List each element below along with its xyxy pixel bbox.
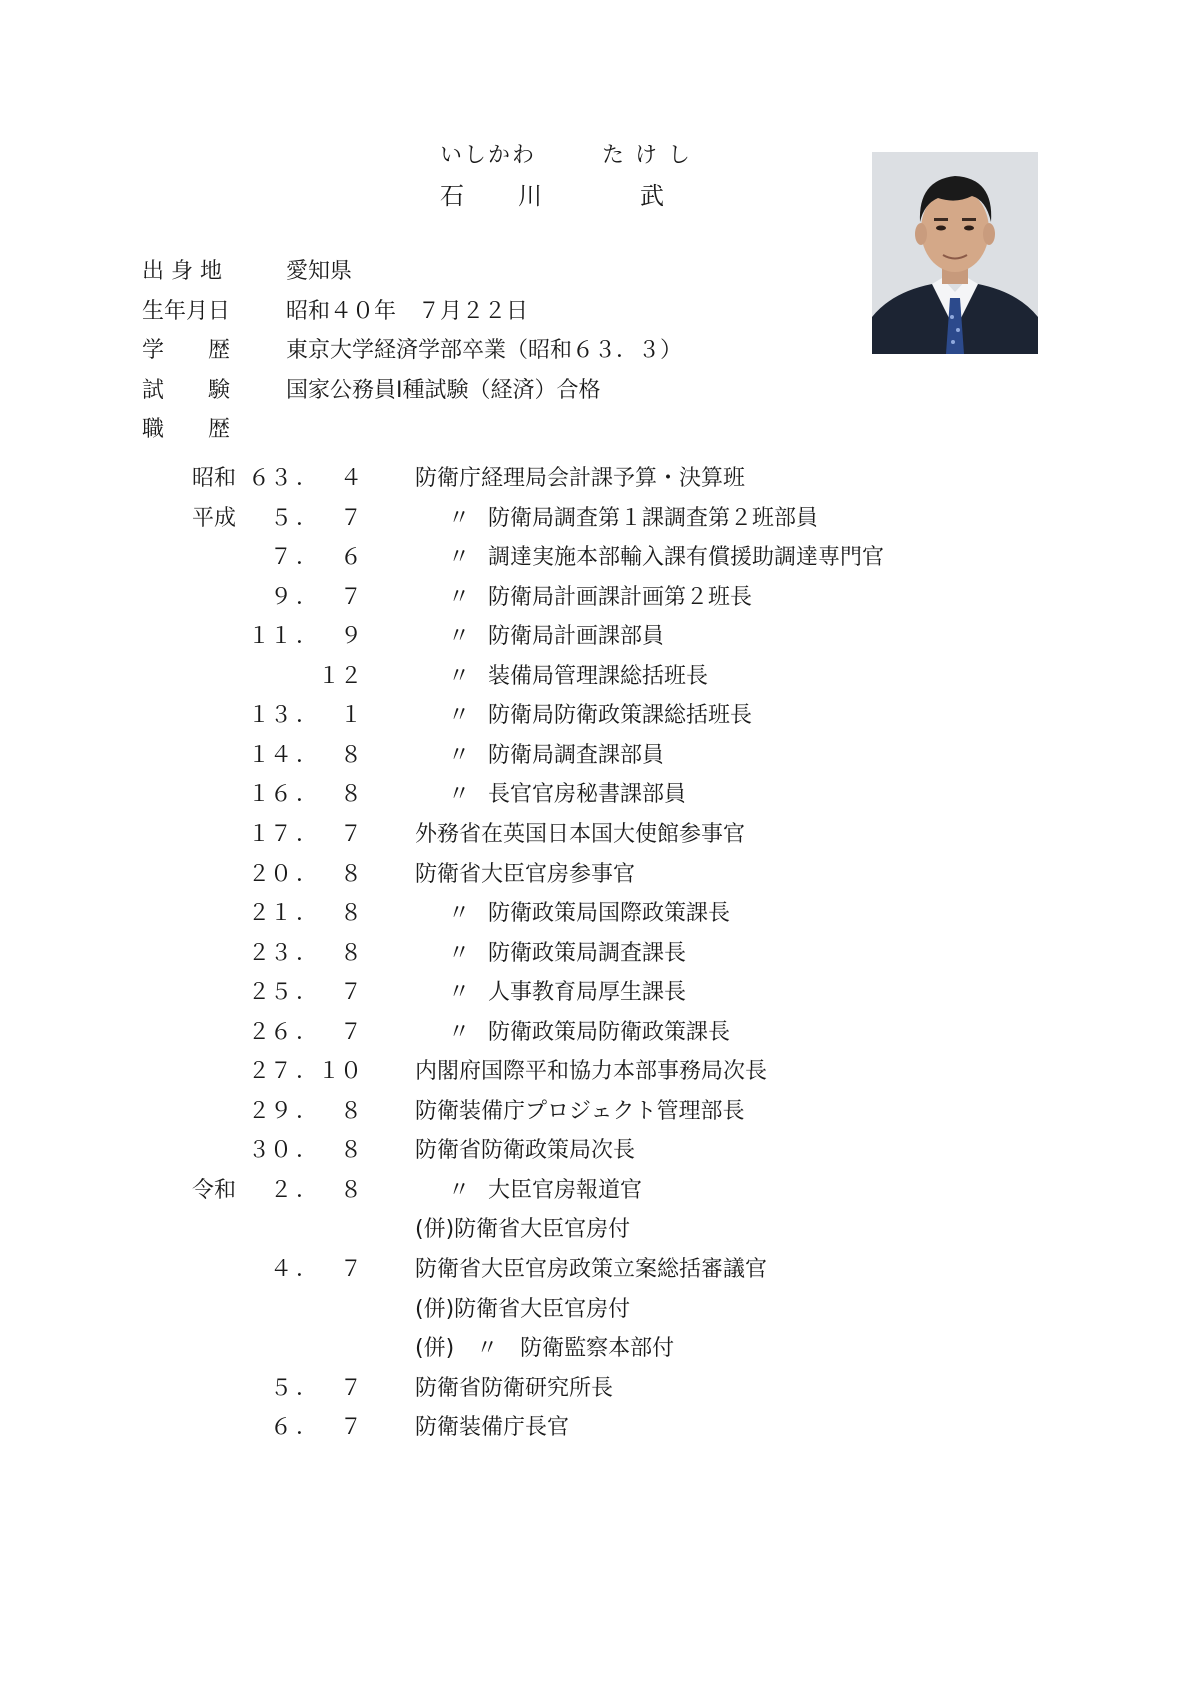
career-ditto-mark: 〃 xyxy=(448,664,471,689)
career-separator: ． xyxy=(296,585,319,610)
career-month: ７ xyxy=(339,1376,362,1401)
career-post: 防衛省防衛研究所長 xyxy=(415,1376,614,1401)
career-separator: ． xyxy=(296,743,319,768)
career-separator: ． xyxy=(296,1257,319,1282)
career-separator: ． xyxy=(296,466,319,491)
career-era: 昭和 xyxy=(192,466,237,491)
career-month: ７ xyxy=(339,822,362,847)
career-post: 防衛政策局調査課長 xyxy=(488,941,687,966)
career-post: (併)防衛省大臣官房付 xyxy=(415,1217,631,1242)
career-month: ７ xyxy=(339,1415,362,1440)
career-post: 防衛政策局防衛政策課長 xyxy=(488,1020,731,1045)
career-ditto-mark: 〃 xyxy=(448,743,471,768)
career-year: １３ xyxy=(247,703,292,728)
career-separator: ． xyxy=(296,782,319,807)
career-post: (併) 〃 防衛監察本部付 xyxy=(415,1336,675,1361)
career-month: ８ xyxy=(339,1178,362,1203)
profile-label: 生年月日 xyxy=(142,299,231,324)
career-year: ６３ xyxy=(247,466,292,491)
profile-label: 試 験 xyxy=(142,378,231,403)
career-ditto-mark: 〃 xyxy=(448,624,471,649)
career-post: 防衛局調査第１課調査第２班部員 xyxy=(488,506,819,531)
career-separator: ． xyxy=(296,1059,319,1084)
profile-label: 出 身 地 xyxy=(142,259,222,284)
career-month: ８ xyxy=(339,782,362,807)
career-year: １１ xyxy=(247,624,292,649)
career-separator: ． xyxy=(296,980,319,1005)
career-month: ７ xyxy=(339,1257,362,1282)
career-year: ３０ xyxy=(247,1138,292,1163)
career-ditto-mark: 〃 xyxy=(448,941,471,966)
career-month: ８ xyxy=(339,743,362,768)
career-month: ８ xyxy=(339,1099,362,1124)
career-year: ２９ xyxy=(247,1099,292,1124)
profile-value: 国家公務員Ⅰ種試験（経済）合格 xyxy=(286,378,601,403)
career-year: ２０ xyxy=(247,862,292,887)
career-post: 防衛局防衛政策課総括班長 xyxy=(488,703,753,728)
career-month: ４ xyxy=(339,466,362,491)
career-month: ８ xyxy=(339,941,362,966)
career-post: 防衛装備庁プロジェクト管理部長 xyxy=(415,1099,745,1124)
career-month: ７ xyxy=(339,585,362,610)
career-post: 防衛政策局国際政策課長 xyxy=(488,901,731,926)
career-separator: ． xyxy=(296,862,319,887)
career-year: ９ xyxy=(269,585,292,610)
career-post: 防衛省大臣官房参事官 xyxy=(415,862,636,887)
career-post: 人事教育局厚生課長 xyxy=(488,980,687,1005)
career-year: １６ xyxy=(247,782,292,807)
career-post: 防衛装備庁長官 xyxy=(415,1415,570,1440)
profile-label: 職 歴 xyxy=(142,417,231,442)
career-ditto-mark: 〃 xyxy=(448,901,471,926)
career-month: ９ xyxy=(339,624,362,649)
profile-value: 愛知県 xyxy=(286,259,353,284)
career-era: 令和 xyxy=(192,1178,237,1203)
career-post: 防衛省大臣官房政策立案総括審議官 xyxy=(415,1257,768,1282)
name-reading-family: いしかわ xyxy=(440,143,537,168)
career-post: 外務省在英国日本国大使館参事官 xyxy=(415,822,746,847)
career-post: 防衛局計画課計画第２班長 xyxy=(488,585,753,610)
career-ditto-mark: 〃 xyxy=(448,506,471,531)
career-year: ４ xyxy=(269,1257,292,1282)
career-month: １２ xyxy=(317,664,362,689)
career-post: 防衛庁経理局会計課予算・決算班 xyxy=(415,466,746,491)
career-ditto-mark: 〃 xyxy=(448,585,471,610)
career-separator: ． xyxy=(296,1020,319,1045)
career-month: ８ xyxy=(339,1138,362,1163)
career-month: ６ xyxy=(339,545,362,570)
career-year: ７ xyxy=(269,545,292,570)
portrait-photo xyxy=(872,152,1038,354)
career-year: ２７ xyxy=(247,1059,292,1084)
career-post: 装備局管理課総括班長 xyxy=(488,664,709,689)
name-given: 武 xyxy=(640,182,666,210)
name-reading-given: た け し xyxy=(602,143,692,168)
career-separator: ． xyxy=(296,703,319,728)
career-month: ７ xyxy=(339,1020,362,1045)
career-year: ５ xyxy=(269,506,292,531)
career-separator: ． xyxy=(296,1376,319,1401)
profile-value: 東京大学経済学部卒業（昭和６３．３） xyxy=(286,338,683,363)
career-separator: ． xyxy=(296,1415,319,1440)
career-era: 平成 xyxy=(192,506,237,531)
career-month: ８ xyxy=(339,901,362,926)
career-year: ５ xyxy=(269,1376,292,1401)
career-ditto-mark: 〃 xyxy=(448,545,471,570)
career-separator: ． xyxy=(296,822,319,847)
career-year: ２６ xyxy=(247,1020,292,1045)
career-month: １０ xyxy=(317,1059,362,1084)
career-separator: ． xyxy=(296,1099,319,1124)
career-post: 防衛省防衛政策局次長 xyxy=(415,1138,636,1163)
career-separator: ． xyxy=(296,1178,319,1203)
career-month: １ xyxy=(339,703,362,728)
career-ditto-mark: 〃 xyxy=(448,1178,471,1203)
career-separator: ． xyxy=(296,1138,319,1163)
career-year: ６ xyxy=(269,1415,292,1440)
career-post: 調達実施本部輸入課有償援助調達専門官 xyxy=(488,545,885,570)
career-ditto-mark: 〃 xyxy=(448,782,471,807)
career-separator: ． xyxy=(296,901,319,926)
career-post: 大臣官房報道官 xyxy=(488,1178,643,1203)
career-ditto-mark: 〃 xyxy=(448,980,471,1005)
career-ditto-mark: 〃 xyxy=(448,703,471,728)
career-separator: ． xyxy=(296,941,319,966)
career-year: ２１ xyxy=(247,901,292,926)
career-post: 防衛局計画課部員 xyxy=(488,624,665,649)
profile-label: 学 歴 xyxy=(142,338,231,363)
career-year: ２ xyxy=(269,1178,292,1203)
career-post: 長官官房秘書課部員 xyxy=(488,782,687,807)
career-year: ２５ xyxy=(247,980,292,1005)
career-ditto-mark: 〃 xyxy=(448,1020,471,1045)
career-post: 内閣府国際平和協力本部事務局次長 xyxy=(415,1059,768,1084)
career-separator: ． xyxy=(296,545,319,570)
career-separator: ． xyxy=(296,506,319,531)
career-month: ７ xyxy=(339,506,362,531)
career-year: １４ xyxy=(247,743,292,768)
career-post: (併)防衛省大臣官房付 xyxy=(415,1297,631,1322)
profile-value: 昭和４０年 ７月２２日 xyxy=(286,299,529,324)
career-year: １７ xyxy=(247,822,292,847)
career-year: ２３ xyxy=(247,941,292,966)
name-family: 石 川 xyxy=(440,182,544,210)
career-month: ８ xyxy=(339,862,362,887)
career-post: 防衛局調査課部員 xyxy=(488,743,665,768)
career-separator: ． xyxy=(296,624,319,649)
career-month: ７ xyxy=(339,980,362,1005)
